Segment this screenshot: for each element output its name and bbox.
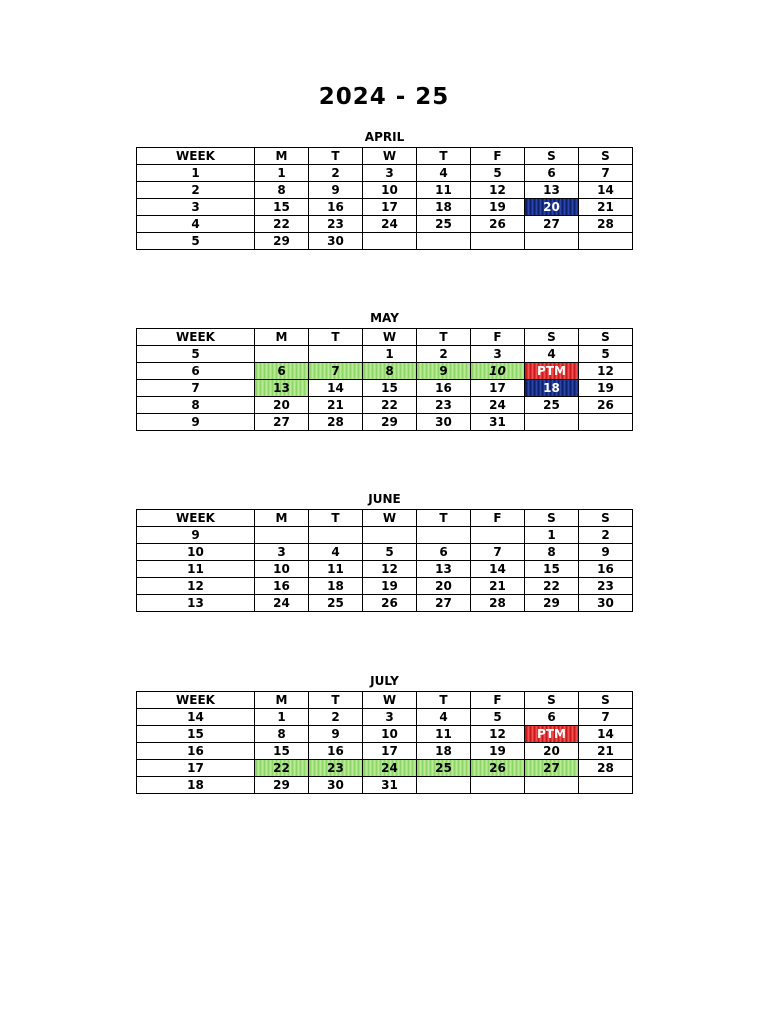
day-header: S [579, 329, 633, 346]
week-row [137, 182, 633, 199]
calendar-table [136, 509, 633, 612]
week-row [137, 760, 633, 777]
day-cell [417, 777, 471, 794]
day-cell: 15 [363, 380, 417, 397]
day-cell: 23 [579, 578, 633, 595]
day-cell: 20 [525, 743, 579, 760]
day-cell: 7 [579, 165, 633, 182]
day-header: F [471, 148, 525, 165]
page-title: 2024 - 25 [318, 84, 450, 110]
day-cell: 25 [309, 595, 363, 612]
day-cell: 2 [417, 346, 471, 363]
week-row [137, 561, 633, 578]
week-row [137, 397, 633, 414]
week-number-cell: 14 [137, 709, 255, 726]
month-june [136, 491, 633, 612]
day-cell: 12 [363, 561, 417, 578]
day-cell: 14 [309, 380, 363, 397]
day-header: S [579, 510, 633, 527]
week-number-cell: 2 [137, 182, 255, 199]
day-cell: 20 [417, 578, 471, 595]
day-cell: 6 [525, 165, 579, 182]
highlighted-day-cell: 8 [363, 363, 417, 380]
highlighted-day-cell: 23 [309, 760, 363, 777]
day-cell: 16 [417, 380, 471, 397]
day-cell: 3 [471, 346, 525, 363]
day-header: M [255, 692, 309, 709]
day-cell: 17 [363, 743, 417, 760]
day-cell: 3 [255, 544, 309, 561]
day-cell: 22 [255, 216, 309, 233]
month-title: JUNE [368, 492, 401, 506]
week-row [137, 414, 633, 431]
day-cell: 12 [471, 726, 525, 743]
week-row [137, 346, 633, 363]
highlighted-day-cell: 18 [525, 380, 579, 397]
week-number-cell: 3 [137, 199, 255, 216]
day-header: T [417, 692, 471, 709]
day-cell: 23 [309, 216, 363, 233]
day-cell [255, 346, 309, 363]
day-cell [579, 233, 633, 250]
day-cell: 18 [417, 743, 471, 760]
day-cell: 8 [255, 726, 309, 743]
day-cell: 4 [525, 346, 579, 363]
week-row [137, 595, 633, 612]
day-cell: 13 [417, 561, 471, 578]
day-cell [363, 233, 417, 250]
day-cell: 4 [417, 709, 471, 726]
week-header: WEEK [137, 692, 255, 709]
day-header: S [579, 148, 633, 165]
day-cell: 11 [417, 726, 471, 743]
highlighted-day-cell: PTM [525, 363, 579, 380]
day-header: S [525, 510, 579, 527]
day-header: S [579, 692, 633, 709]
day-cell: 29 [525, 595, 579, 612]
day-cell: 14 [579, 182, 633, 199]
day-cell [309, 346, 363, 363]
highlighted-day-cell: 9 [417, 363, 471, 380]
day-cell: 2 [579, 527, 633, 544]
header-row [137, 329, 633, 346]
day-cell: 17 [363, 199, 417, 216]
day-header: T [417, 510, 471, 527]
week-row [137, 363, 633, 380]
day-header: F [471, 692, 525, 709]
day-cell: 27 [525, 216, 579, 233]
week-number-cell: 17 [137, 760, 255, 777]
day-cell: 11 [417, 182, 471, 199]
day-header: T [417, 329, 471, 346]
day-cell: 13 [525, 182, 579, 199]
month-title: MAY [370, 311, 399, 325]
week-number-cell: 13 [137, 595, 255, 612]
highlighted-day-cell: 10 [471, 363, 525, 380]
calendar-table [136, 691, 633, 794]
day-cell: 3 [363, 165, 417, 182]
day-cell [255, 527, 309, 544]
day-cell: 19 [471, 743, 525, 760]
highlighted-day-cell: PTM [525, 726, 579, 743]
day-header: F [471, 329, 525, 346]
highlighted-day-cell: 24 [363, 760, 417, 777]
day-cell: 19 [363, 578, 417, 595]
day-cell: 24 [363, 216, 417, 233]
day-header: S [525, 692, 579, 709]
day-cell [363, 527, 417, 544]
day-header: T [309, 148, 363, 165]
day-cell: 19 [579, 380, 633, 397]
day-cell: 5 [579, 346, 633, 363]
day-header: S [525, 329, 579, 346]
day-cell: 17 [471, 380, 525, 397]
day-cell: 19 [471, 199, 525, 216]
day-cell: 30 [309, 233, 363, 250]
day-cell: 15 [255, 199, 309, 216]
day-cell: 21 [309, 397, 363, 414]
week-header: WEEK [137, 510, 255, 527]
week-row [137, 216, 633, 233]
day-cell: 6 [417, 544, 471, 561]
day-cell: 28 [471, 595, 525, 612]
day-cell: 6 [525, 709, 579, 726]
day-header: F [471, 510, 525, 527]
day-cell: 26 [363, 595, 417, 612]
day-header: M [255, 148, 309, 165]
day-cell: 7 [579, 709, 633, 726]
day-cell: 1 [255, 165, 309, 182]
day-cell: 5 [363, 544, 417, 561]
week-row [137, 544, 633, 561]
day-cell: 29 [255, 233, 309, 250]
day-cell: 31 [471, 414, 525, 431]
day-header: W [363, 692, 417, 709]
day-cell [525, 233, 579, 250]
week-row [137, 578, 633, 595]
day-cell [471, 233, 525, 250]
day-cell: 1 [525, 527, 579, 544]
day-cell: 29 [255, 777, 309, 794]
day-cell: 16 [579, 561, 633, 578]
day-cell: 8 [525, 544, 579, 561]
day-cell: 4 [309, 544, 363, 561]
day-cell: 1 [363, 346, 417, 363]
day-header: W [363, 148, 417, 165]
day-header: W [363, 329, 417, 346]
day-cell: 2 [309, 165, 363, 182]
week-number-cell: 6 [137, 363, 255, 380]
week-number-cell: 11 [137, 561, 255, 578]
day-cell: 8 [255, 182, 309, 199]
day-cell [579, 777, 633, 794]
highlighted-day-cell: 20 [525, 199, 579, 216]
day-cell: 26 [471, 216, 525, 233]
week-number-cell: 8 [137, 397, 255, 414]
month-title: APRIL [364, 130, 405, 144]
day-cell: 30 [309, 777, 363, 794]
day-cell: 1 [255, 709, 309, 726]
week-number-cell: 10 [137, 544, 255, 561]
day-header: T [417, 148, 471, 165]
day-cell: 7 [471, 544, 525, 561]
day-cell: 2 [309, 709, 363, 726]
highlighted-day-cell: 13 [255, 380, 309, 397]
week-header: WEEK [137, 329, 255, 346]
header-row [137, 148, 633, 165]
day-cell: 18 [309, 578, 363, 595]
day-cell: 24 [471, 397, 525, 414]
day-cell: 14 [579, 726, 633, 743]
day-cell: 11 [309, 561, 363, 578]
week-number-cell: 15 [137, 726, 255, 743]
day-cell: 10 [363, 726, 417, 743]
week-number-cell: 5 [137, 346, 255, 363]
week-header: WEEK [137, 148, 255, 165]
day-cell: 16 [255, 578, 309, 595]
day-cell: 24 [255, 595, 309, 612]
day-cell: 12 [471, 182, 525, 199]
day-cell: 28 [309, 414, 363, 431]
day-header: M [255, 510, 309, 527]
day-cell [579, 414, 633, 431]
day-cell: 29 [363, 414, 417, 431]
day-cell: 10 [255, 561, 309, 578]
calendar-table [136, 147, 633, 250]
day-cell: 27 [417, 595, 471, 612]
day-cell: 21 [579, 743, 633, 760]
day-cell: 9 [309, 726, 363, 743]
highlighted-day-cell: 26 [471, 760, 525, 777]
week-number-cell: 4 [137, 216, 255, 233]
week-row [137, 709, 633, 726]
day-cell: 16 [309, 199, 363, 216]
highlighted-day-cell: 27 [525, 760, 579, 777]
day-cell [309, 527, 363, 544]
day-cell: 27 [255, 414, 309, 431]
day-cell: 15 [255, 743, 309, 760]
week-row [137, 527, 633, 544]
day-cell: 14 [471, 561, 525, 578]
day-cell: 9 [309, 182, 363, 199]
week-number-cell: 9 [137, 527, 255, 544]
day-cell: 30 [579, 595, 633, 612]
day-cell: 23 [417, 397, 471, 414]
day-header: S [525, 148, 579, 165]
day-cell: 21 [579, 199, 633, 216]
day-cell [417, 527, 471, 544]
week-row [137, 726, 633, 743]
day-cell: 31 [363, 777, 417, 794]
week-row [137, 233, 633, 250]
month-may [136, 310, 633, 431]
day-cell: 22 [363, 397, 417, 414]
day-cell [525, 777, 579, 794]
day-cell: 25 [525, 397, 579, 414]
month-july [136, 673, 633, 794]
day-cell: 10 [363, 182, 417, 199]
week-number-cell: 18 [137, 777, 255, 794]
week-row [137, 743, 633, 760]
week-row [137, 199, 633, 216]
week-number-cell: 9 [137, 414, 255, 431]
week-row [137, 165, 633, 182]
week-number-cell: 1 [137, 165, 255, 182]
day-cell: 20 [255, 397, 309, 414]
month-title: JULY [370, 674, 399, 688]
day-cell: 5 [471, 165, 525, 182]
week-number-cell: 5 [137, 233, 255, 250]
day-cell: 25 [417, 216, 471, 233]
day-header: W [363, 510, 417, 527]
day-header: M [255, 329, 309, 346]
calendar-table [136, 328, 633, 431]
highlighted-day-cell: 22 [255, 760, 309, 777]
day-cell: 26 [579, 397, 633, 414]
week-number-cell: 12 [137, 578, 255, 595]
day-cell [525, 414, 579, 431]
day-cell: 15 [525, 561, 579, 578]
highlighted-day-cell: 7 [309, 363, 363, 380]
day-cell: 28 [579, 216, 633, 233]
header-row [137, 692, 633, 709]
day-cell: 4 [417, 165, 471, 182]
month-april [136, 129, 633, 250]
day-header: T [309, 329, 363, 346]
day-cell [417, 233, 471, 250]
highlighted-day-cell: 6 [255, 363, 309, 380]
header-row [137, 510, 633, 527]
week-row [137, 380, 633, 397]
highlighted-day-cell: 25 [417, 760, 471, 777]
day-cell: 22 [525, 578, 579, 595]
week-number-cell: 16 [137, 743, 255, 760]
week-row [137, 777, 633, 794]
day-cell: 3 [363, 709, 417, 726]
day-cell: 16 [309, 743, 363, 760]
day-cell: 18 [417, 199, 471, 216]
day-cell: 21 [471, 578, 525, 595]
day-cell: 9 [579, 544, 633, 561]
day-cell: 12 [579, 363, 633, 380]
week-number-cell: 7 [137, 380, 255, 397]
day-cell: 28 [579, 760, 633, 777]
day-header: T [309, 510, 363, 527]
day-header: T [309, 692, 363, 709]
day-cell [471, 777, 525, 794]
day-cell [471, 527, 525, 544]
day-cell: 5 [471, 709, 525, 726]
day-cell: 30 [417, 414, 471, 431]
